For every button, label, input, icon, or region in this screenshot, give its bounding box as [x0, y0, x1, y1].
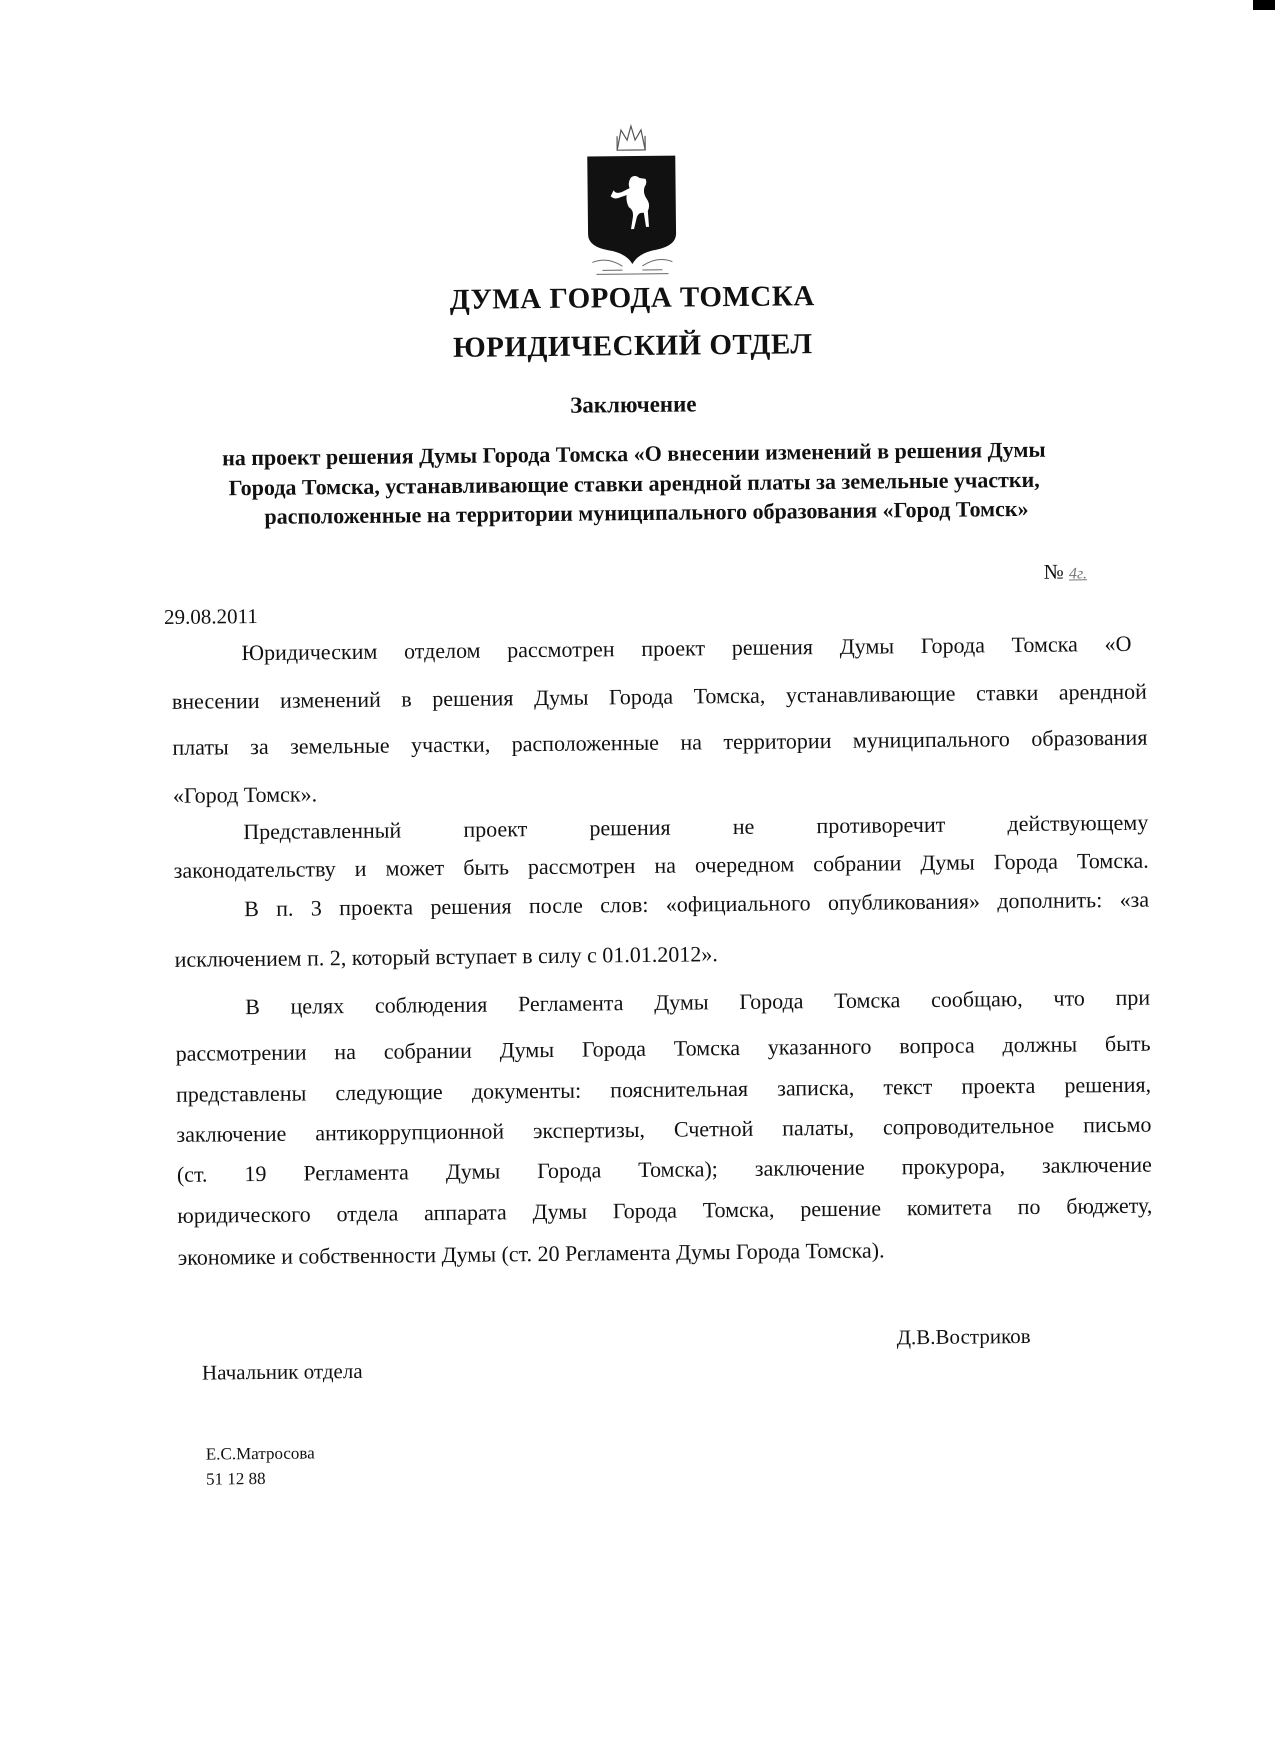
body-line: рассмотрении на собрании Думы Города Томска указанного вопроса должны быть: [175, 1031, 1150, 1067]
body-line: «Город Томск».: [173, 773, 1148, 809]
body-line: экономике и собственности Думы (ст. 20 Регламента Думы Города Томска).: [178, 1235, 1153, 1271]
body-line: В п. 3 проекта решения после слов: «официального опубликования» дополнить: «за: [244, 887, 1149, 922]
signatory-position: Начальник отдела: [202, 1359, 363, 1386]
body-line: Юридическим отделом рассмотрен проект решения Думы Города Томска «О: [241, 631, 1131, 666]
body-line: внесении изменений в решения Думы Города Томска, устанавливающие ставки арендной: [172, 679, 1147, 715]
department-title: ЮРИДИЧЕСКИЙ ОТДЕЛ: [0, 323, 1270, 369]
document-date: 29.08.2011: [164, 604, 258, 630]
subject-line: расположенные на территории муниципального образования «Город Томск»: [9, 493, 1275, 532]
body-line: (ст. 19 Регламента Думы Города Томска); заключение прокурора, заключение: [177, 1152, 1152, 1188]
body-line: платы за земельные участки, расположенные на территории муниципального образования: [172, 725, 1147, 761]
subject-line: на проект решения Думы Города Томска «О внесении изменений в решения Думы: [0, 434, 1271, 473]
number-value: 4г.: [1069, 565, 1087, 582]
document-number: [1044, 559, 1088, 584]
document-type-title: Заключение: [0, 385, 1271, 424]
number-label: №: [1044, 560, 1064, 584]
tomsk-coat-of-arms-logo: [581, 122, 683, 283]
body-line: Представленный проект решения не противоречит действующему: [243, 810, 1148, 845]
organization-title: ДУМА ГОРОДА ТОМСКА: [0, 275, 1270, 321]
body-line: В целях соблюдения Регламента Думы Города Томска сообщаю, что при: [245, 985, 1150, 1020]
executor-name: Е.С.Матросова: [206, 1443, 315, 1464]
executor-phone: 51 12 88: [206, 1469, 266, 1490]
body-line: юридического отдела аппарата Думы Города Томска, решение комитета по бюджету,: [177, 1193, 1152, 1229]
body-line: исключением п. 2, который вступает в силу с 01.01.2012».: [175, 937, 1150, 973]
body-line: законодательству и может быть рассмотрен на очередном собрании Думы Города Томска.: [174, 848, 1149, 884]
subject-line: Города Томска, устанавливающие ставки арендной платы за земельные участки,: [0, 464, 1272, 503]
body-line: заключение антикоррупционной экспертизы, Счетной палаты, сопроводительное письмо: [176, 1112, 1151, 1148]
body-line: представлены следующие документы: пояснительная записка, текст проекта решения,: [176, 1072, 1151, 1108]
signatory-name: Д.В.Востриков: [897, 1324, 1031, 1350]
